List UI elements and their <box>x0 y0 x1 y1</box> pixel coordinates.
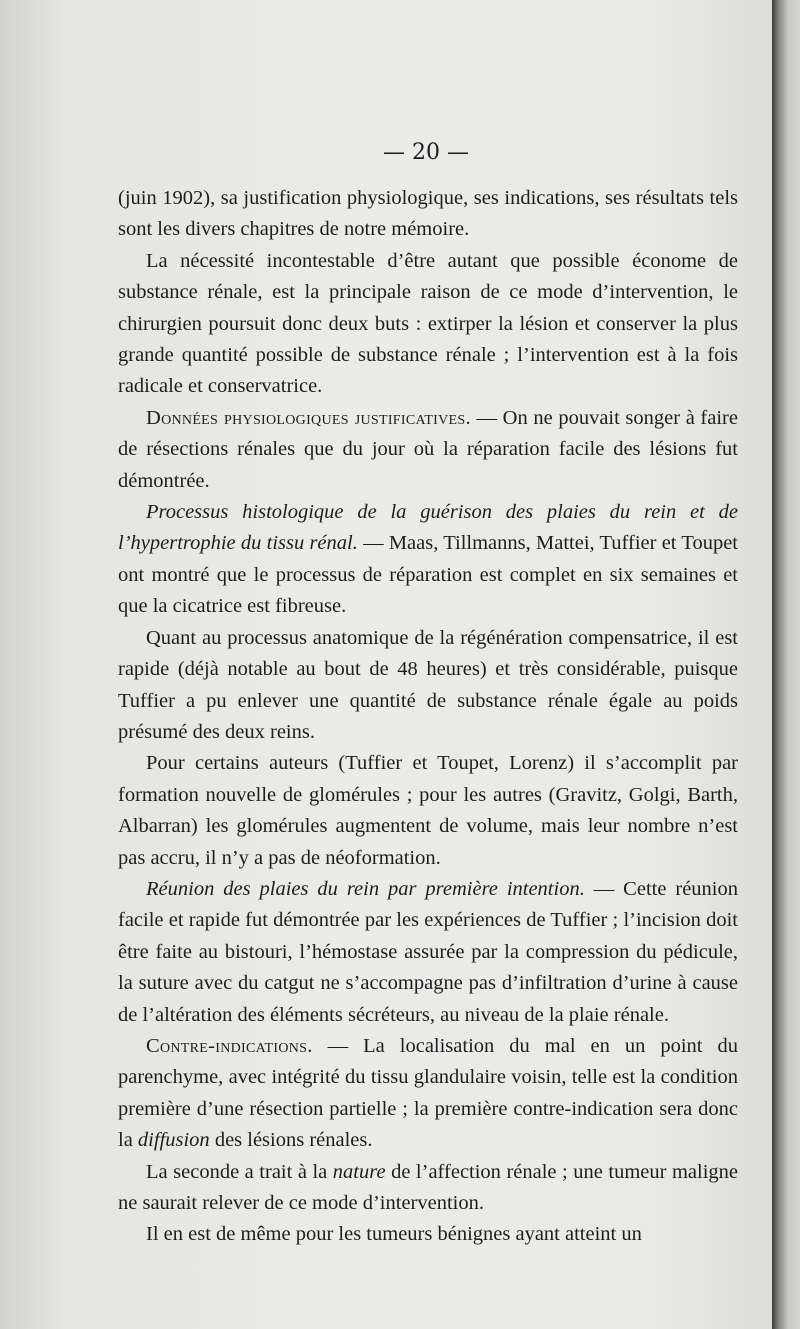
subsection-heading: Processus histologique de la guérison des plaies du rein et de l’hypertrophie du tissu rénal. <box>118 501 738 555</box>
emphasis-text: diffusion <box>137 1129 210 1152</box>
paragraph <box>118 874 738 1031</box>
page-number: — 20 — <box>383 140 469 165</box>
paragraph <box>118 246 738 403</box>
paragraph-text: — Maas, Tillmanns, Mattei, Tuffier et Toupet ont montré que le processus de réparation est complet en six semaines et que la cicatrice est fibreuse. <box>118 532 738 618</box>
paragraph <box>118 403 738 497</box>
body-text <box>118 183 738 1251</box>
paragraph <box>118 1157 738 1220</box>
paragraph-text: Pour certains auteurs (Tuffier et Toupet, Lorenz) il s’accomplit par formation nouvelle de glomérules ; pour les autres (Gravitz, Golgi, Barth, Albarran) les glomérules augmentent de volume, mais leur nombre n’est pas accru, il n’y a pas de néoformation. <box>118 752 738 869</box>
section-heading: Données physiologiques justificatives. <box>146 406 471 429</box>
subsection-heading: Réunion des plaies du rein par première intention. <box>146 877 585 900</box>
paragraph <box>118 1219 738 1250</box>
paragraph <box>118 183 738 246</box>
section-heading: Contre-indications. <box>146 1034 313 1057</box>
paragraph-text: des lésions rénales. <box>209 1129 373 1152</box>
paragraph <box>118 748 738 874</box>
paragraph-text: La seconde a trait à la <box>146 1160 333 1183</box>
paragraph-text: — Cette réunion facile et rapide fut démontrée par les expériences de Tuffier ; l’incision doit être faite au bistouri, l’hémostase assurée par la compression du pédicule, la suture avec du catgut ne s’accompagne pas d’infiltration d’urine à cause de l’altération des éléments sécréteurs, au niveau de la plaie rénale. <box>118 877 738 1026</box>
paragraph-text: Il en est de même pour les tumeurs bénignes ayant atteint un <box>146 1223 642 1246</box>
paragraph <box>118 1031 738 1157</box>
paragraph-text: — On ne pouvait songer à faire de résections rénales que du jour où la réparation facile des lésions fut démontrée. <box>118 406 738 492</box>
paragraph-text: (juin 1902), sa justification physiologique, ses indications, ses résultats tels sont les divers chapitres de notre mémoire. <box>118 187 738 241</box>
paragraph-text: de l’affection rénale ; une tumeur maligne ne saurait relever de ce mode d’intervention. <box>118 1160 738 1214</box>
book-gutter-shadow <box>772 0 800 1329</box>
paragraph <box>118 623 738 749</box>
paragraph-text: Quant au processus anatomique de la régénération compensatrice, il est rapide (déjà notable au bout de 48 heures) et très considérable, puisque Tuffier a pu enlever une quantité de substance rénale égale au poids présumé des deux reins. <box>118 626 738 743</box>
paragraph-text: — La localisation du mal en un point du parenchyme, avec intégrité du tissu glandulaire voisin, telle est la condition première d’une résection partielle ; la première contre-indication sera donc la <box>118 1034 738 1152</box>
emphasis-text: nature <box>332 1160 386 1183</box>
paragraph <box>118 497 738 623</box>
paragraph-text: La nécessité incontestable d’être autant que possible économe de substance rénale, est la principale raison de ce mode d’intervention, le chirurgien poursuit donc deux buts : extirper la lésion et conserver la plus grande quantité possible de substance rénale ; l’intervention est à la fois radicale et conservatrice. <box>118 249 738 398</box>
